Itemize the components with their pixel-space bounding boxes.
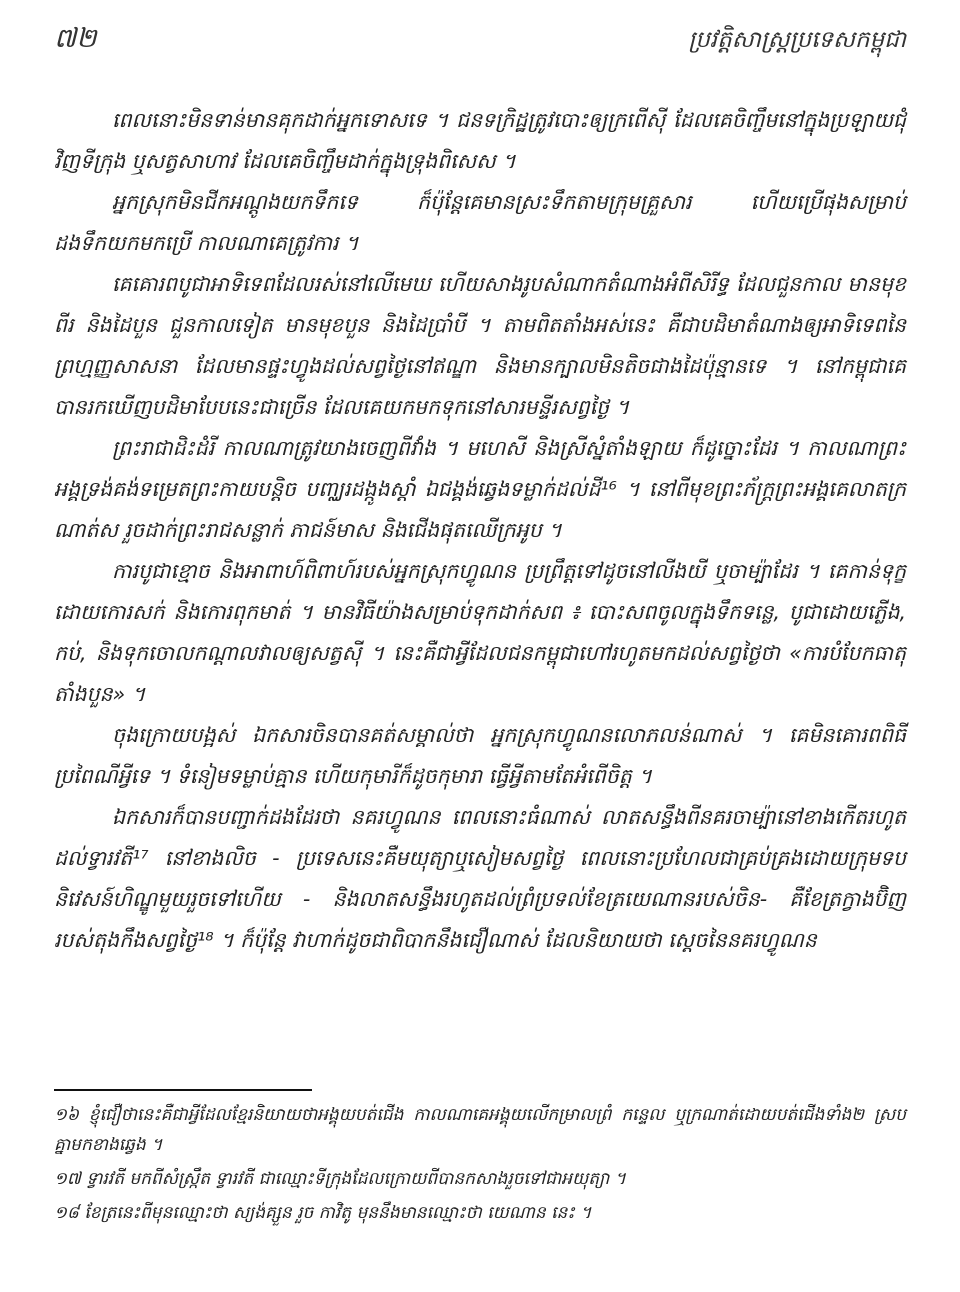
paragraph: គេគោរពបូជាអាទិទេពដែលរស់នៅលើមេឃ ហើយសាងរូបសំណាកតំណាងអំពីសិរីទ្ធ ដែលជួនកាល មានមុខពីរ និងដៃបួន ជួនកាលទៀត មានមុខបួន និងដៃប្រាំបី ។ តាមពិតតាំងអស់នេះ គឺជាបដិមាតំណាងឲ្យអាទិទេពនៃព្រហ្មញ្ញសាសនា ដែលមានផ្ទះហ្វូងដល់សព្វថ្ងៃនៅឥណ្ឌា និងមានក្បាលមិនតិចជាងដៃប៉ុន្មានទេ ។ នៅកម្ពុជាគេបានរកឃើញបដិមាបែបនេះជាច្រើន ដែលគេយកមកទុកនៅសារមន្ទីរសព្វថ្ងៃ ។ — [54, 272, 906, 419]
footnote-separator — [54, 1089, 312, 1091]
footnote-number: ១៨ — [54, 1203, 79, 1223]
running-title: ប្រវត្តិសាស្ត្រប្រទេសកម្ពុជា — [688, 27, 906, 53]
footnote-text: ខ្ញុំជឿថានេះគឺជាអ្វីដែលខ្មែរនិយាយថាអង្គុយបត់ជើង កាលណាគេអង្គុយលើកម្រាលព្រំ កន្ទេល ឬក្រណាត់ដោយបត់ជើងទាំង២ ស្របគ្នាមកខាងឆ្វេង ។ — [54, 1105, 907, 1155]
page-number: ៧២ — [54, 23, 97, 54]
footnote-text: ខែត្រនេះពីមុនឈ្មោះថា ស្យង់គ្សួន រួច កាវិតូ មុននឹងមានឈ្មោះថា យេណាន នេះ ។ — [84, 1203, 592, 1223]
body-text — [54, 100, 906, 961]
footnotes — [54, 1100, 906, 1232]
footnote — [54, 1198, 906, 1228]
paragraph: ឯកសារក៏បានបញ្ជាក់ដងដែរថា នគរហ្វូណន ពេលនោះធំណាស់ លាតសន្ធឹងពីនគរចាម្ប៉ានៅខាងកើតរហូតដល់ទ្វារវតី¹⁷ នៅខាងលិច - ប្រទេសនេះគឺមយុត្យាឬសៀមសព្វថ្ងៃ ពេលនោះប្រហែលជាគ្រប់គ្រងដោយក្រុមទបនិវេសន៍ហិណ្ឌូមួយរួចទៅហើយ - និងលាតសន្ធឹងរហូតដល់ព្រំប្រទល់ខែត្រយេណានរបស់ចិន- គឺខែត្រក្វាងប៊ិញ របស់តុងកឹងសព្វថ្ងៃ¹⁸ ។ ក៏ប៉ុន្តែ វាហាក់ដូចជាពិបាកនឹងជឿណាស់ ដែលនិយាយថា ស្តេចនៃនគរហ្វូណន — [54, 805, 906, 952]
paragraph: ចុងក្រោយបង្អស់ ឯកសារចិនបានគត់សម្គាល់ថា អ្នកស្រុកហ្វូណនលោភលន់ណាស់ ។ គេមិនគោរពពិធីប្រពៃណីអ្វីទេ ។ ទំនៀមទម្លាប់គ្មាន ហើយកុមារីក៏ដូចកុមារា ធ្វើអ្វីតាមតែអំពើចិត្ត ។ — [54, 723, 906, 788]
paragraph: ព្រះរាជាដិះដំរី កាលណាត្រូវយាងចេញពីវាំង ។ មហេសី និងស្រីស្នំតាំងឡាយ ក៏ដូច្នោះដែរ ។ កាលណាព្រះអង្គទ្រង់គង់ទម្រេតព្រះកាយបន្តិច បញ្ឈរដង្កូងស្តាំ ឯជង្គង់ឆ្វេងទម្លាក់ដល់ដី¹⁶ ។ នៅពីមុខព្រះភ័ក្ត្រព្រះអង្គគេលាតក្រណាត់ស រួចដាក់ព្រះរាជសន្លាក់ ភាជន៍មាស និងជើងផុតឈើក្រអូប ។ — [54, 436, 906, 542]
paragraph: ការបូជាខ្មោច និងអាពាហ៍ពិពាហ៍របស់អ្នកស្រុកហ្វូណន ប្រព្រឹត្តទៅដូចនៅលីងយី ឬចាម្ប៉ាដែរ ។ គេកាន់ទុក្ខដោយកោរសក់ និងកោរពុកមាត់ ។ មានវិធីយ៉ាងសម្រាប់ទុកដាក់សព ៖ បោះសពចូលក្នុងទឹកទន្លេ, បូជាដោយភ្លើង, កប់, និងទុកចោលកណ្តាលវាលឲ្យសត្វស៊ី ។ នេះគឺជាអ្វីដែលជនកម្ពុជាហៅរហូតមកដល់សព្វថ្ងៃថា «ការបំបែកធាតុតាំងបួន» ។ — [54, 559, 906, 706]
footnote-text: ទ្វារវតី មកពីសំស្ក្រឹត ទ្វារវតី ជាឈ្មោះទីក្រុងដែលក្រោយពីបានកសាងរួចទៅជាអយុត្យា ។ — [86, 1169, 626, 1189]
footnote-number: ១៧ — [54, 1169, 81, 1189]
footnote-number: ១៦ — [54, 1105, 79, 1125]
paragraph: ពេលនោះមិនទាន់មានគុកដាក់អ្នកទោសទេ ។ ជនទក្រិដ្ឋត្រូវបោះឲ្យក្រពើស៊ី ដែលគេចិញ្ចឹមនៅក្នុងប្រឡាយជុំវិញទីក្រុង ឬសត្វសាហាវ ដែលគេចិញ្ចឹមដាក់ក្នុងទ្រុងពិសេស ។ — [54, 108, 906, 173]
footnote — [54, 1100, 906, 1160]
paragraph: អ្នកស្រុកមិនជីកអណ្តូងយកទឹកទេ ក៏ប៉ុន្តែគេមានស្រះទឹកតាមក្រុមគ្រួសារ ហើយប្រើផុងសម្រាប់ដងទឹកយកមកប្រើ កាលណាគេត្រូវការ ។ — [54, 190, 906, 255]
footnote — [54, 1164, 906, 1194]
